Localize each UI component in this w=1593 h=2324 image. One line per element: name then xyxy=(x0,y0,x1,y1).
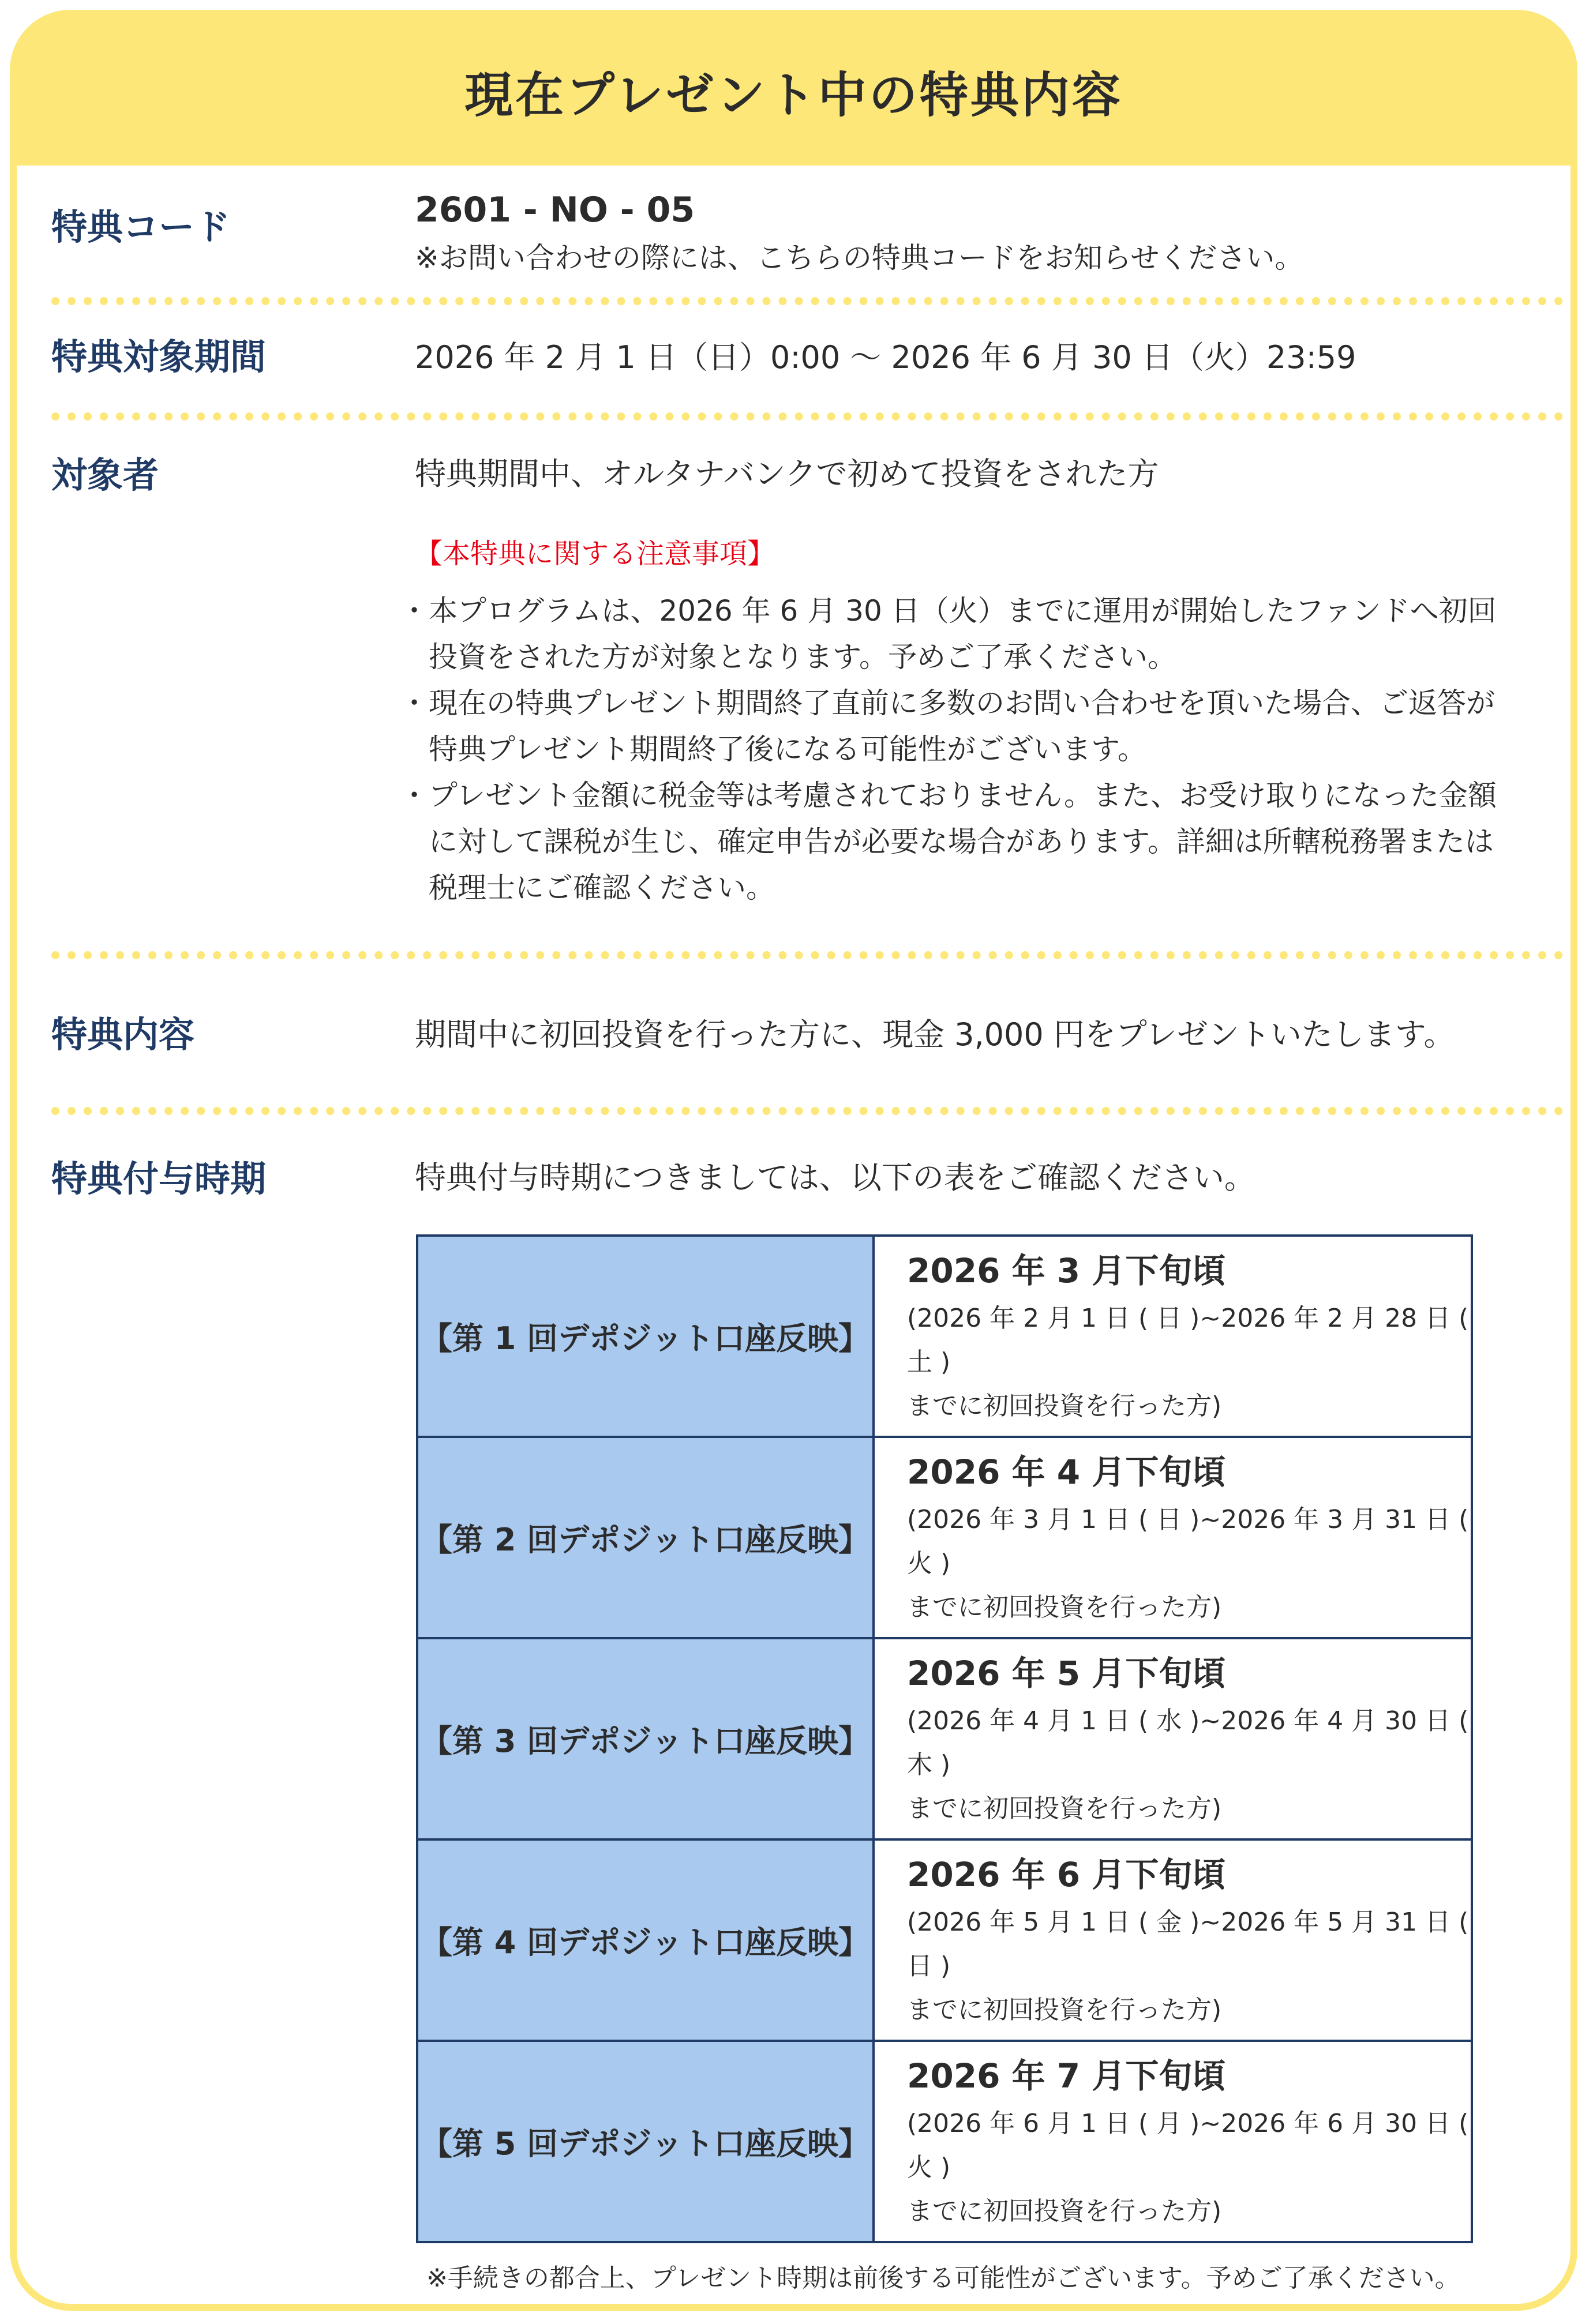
deposit-cell: 【第 3 回デポジット口座反映】 xyxy=(417,1638,874,1839)
page-title: 現在プレゼント中の特典内容 xyxy=(464,66,1123,123)
code-note: ※お問い合わせの際には、こちらの特典コードをお知らせください。 xyxy=(415,241,1304,275)
deposit-cell: 【第 2 回デポジット口座反映】 xyxy=(417,1437,874,1638)
target-label: 対象者 xyxy=(51,454,159,496)
divider xyxy=(51,951,1563,959)
deposit-cell: 【第 1 回デポジット口座反映】 xyxy=(417,1236,874,1437)
timing-cell xyxy=(874,2041,1472,2242)
timing-month: 2026 年 4 月下旬頃 xyxy=(907,1452,1226,1492)
code-label: 特典コード xyxy=(51,206,231,248)
timing-condition: までに初回投資を行った方) xyxy=(907,1391,1222,1421)
timing-cell xyxy=(874,1236,1472,1437)
divider xyxy=(51,297,1563,305)
deposit-cell: 【第 5 回デポジット口座反映】 xyxy=(417,2041,874,2242)
notice-item: ・ 現在の特典プレゼント期間終了直前に多数のお問い合わせを頂いた場合、ご返答が特典プレゼント期間終了後になる可能性がございます。 xyxy=(404,680,1508,772)
timing-condition: までに初回投資を行った方) xyxy=(907,1793,1222,1823)
table-row xyxy=(417,2041,1472,2242)
grant-intro: 特典付与時期につきましては、以下の表をご確認ください。 xyxy=(415,1159,1255,1196)
timing-month: 2026 年 3 月下旬頃 xyxy=(907,1251,1226,1290)
timing-range: (2026 年 2 月 1 日 ( 日 )~2026 年 2 月 28 日 ( 土 ) xyxy=(907,1303,1469,1377)
timing-cell xyxy=(874,1638,1472,1839)
benefit-card xyxy=(10,10,1577,2311)
timing-cell xyxy=(874,1839,1472,2041)
notice-title: 【本特典に関する注意事項】 xyxy=(415,538,775,570)
notice-item: ・ 本プログラムは、2026 年 6 月 30 日（火）までに運用が開始したファンドへ初回投資をされた方が対象となります。予めご了承ください。 xyxy=(404,588,1508,680)
benefit-value: 期間中に初回投資を行った方に、現金 3,000 円をプレゼントいたします。 xyxy=(415,1016,1455,1053)
timing-month: 2026 年 5 月下旬頃 xyxy=(907,1653,1226,1693)
timing-range: (2026 年 6 月 1 日 ( 月 )~2026 年 6 月 30 日 ( 火 ) xyxy=(907,2108,1469,2182)
timing-condition: までに初回投資を行った方) xyxy=(907,1995,1222,2025)
period-value: 2026 年 2 月 1 日（日）0:00 〜 2026 年 6 月 30 日（火）23:59 xyxy=(415,339,1356,376)
period-label: 特典対象期間 xyxy=(51,336,267,378)
deposit-cell: 【第 4 回デポジット口座反映】 xyxy=(417,1839,874,2041)
table-row xyxy=(417,1839,1472,2041)
timing-range: (2026 年 4 月 1 日 ( 水 )~2026 年 4 月 30 日 ( 木 ) xyxy=(907,1706,1469,1779)
code-value: 2601 - NO - 05 xyxy=(415,190,695,230)
divider xyxy=(51,412,1563,421)
timing-condition: までに初回投資を行った方) xyxy=(907,2196,1222,2226)
timing-range: (2026 年 5 月 1 日 ( 金 )~2026 年 5 月 31 日 ( 日 ) xyxy=(907,1907,1469,1981)
timing-cell xyxy=(874,1437,1472,1638)
timing-condition: までに初回投資を行った方) xyxy=(907,1592,1222,1622)
table-row xyxy=(417,1236,1472,1437)
timing-month: 2026 年 7 月下旬頃 xyxy=(907,2056,1226,2096)
schedule-table xyxy=(416,1234,1473,2243)
notice-item: ・ プレゼント金額に税金等は考慮されておりません。また、お受け取りになった金額に対して課税が生じ、確定申告が必要な場合があります。詳細は所轄税務署または税理士にご確認ください。 xyxy=(404,772,1508,911)
schedule-footnote: ※手続きの都合上、プレゼント時期は前後する可能性がございます。予めご了承ください。 xyxy=(426,2263,1460,2293)
timing-range: (2026 年 3 月 1 日 ( 日 )~2026 年 3 月 31 日 ( 火 ) xyxy=(907,1504,1469,1578)
benefit-label: 特典内容 xyxy=(51,1013,195,1056)
table-row xyxy=(417,1638,1472,1839)
card-header xyxy=(17,17,1570,166)
timing-month: 2026 年 6 月下旬頃 xyxy=(907,1854,1226,1894)
target-value: 特典期間中、オルタナバンクで初めて投資をされた方 xyxy=(415,456,1159,492)
notice-list xyxy=(404,588,1508,911)
table-row xyxy=(417,1437,1472,1638)
divider xyxy=(51,1107,1563,1115)
grant-label: 特典付与時期 xyxy=(51,1158,267,1200)
